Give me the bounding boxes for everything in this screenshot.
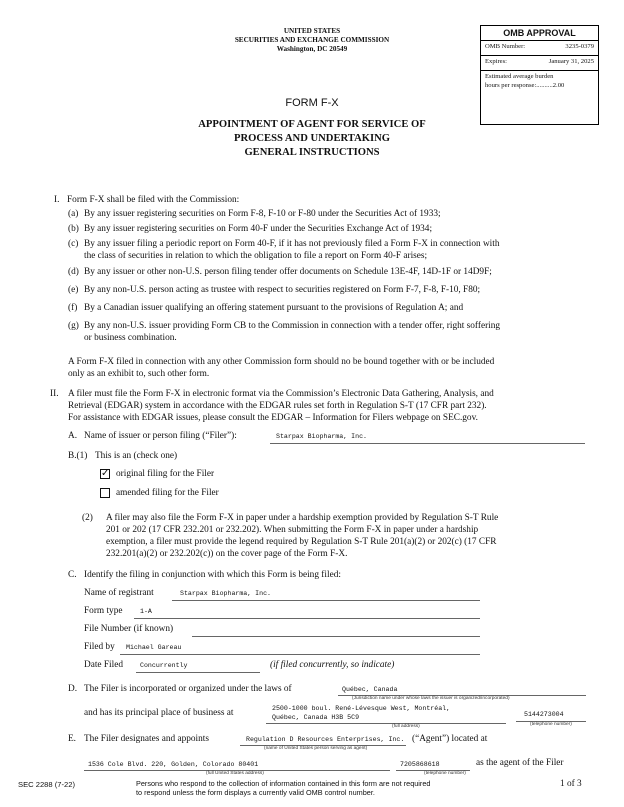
filer-name-field[interactable]: Starpax Biopharma, Inc. (276, 433, 368, 440)
item-a-text: By any issuer registering securities on Form F-8, F-10 or F-80 under the Securities Act of 1933; (84, 209, 441, 219)
file-number-label: File Number (if known) (84, 624, 174, 634)
item-B1-label: B.(1) (68, 451, 88, 461)
omb-expires-label: Expires: (485, 58, 507, 65)
file-number-underline (192, 636, 480, 637)
item-c-label: (c) (68, 239, 79, 249)
place-of-business-text: and has its principal place of business at (84, 708, 234, 718)
amended-filing-label: amended filing for the Filer (116, 488, 219, 498)
item-f-label: (f) (68, 303, 78, 313)
jurisdiction-field[interactable]: Québec, Canada (342, 686, 398, 693)
date-filed-underline (136, 672, 260, 673)
agency-name: UNITED STATES (283, 27, 341, 35)
item-c-text: By any issuer filing a periodic report on Form 40-F, if it has not previously filed a Form F-X in connection with (84, 239, 500, 249)
filed-by-underline (120, 654, 480, 655)
filed-by-field[interactable]: Michael Gareau (126, 644, 182, 651)
amended-filing-checkbox[interactable] (100, 488, 110, 498)
business-address-field[interactable]: 2500-1000 boul. René-Lévesque West, Montréal, (272, 705, 451, 712)
agent-phone-field[interactable]: 7205868618 (400, 761, 440, 768)
omb-title: OMB APPROVAL (481, 26, 598, 41)
section-1-marker: I. (54, 195, 60, 205)
item-d-text: By any issuer or other non-U.S. person filing tender offer documents on Schedule 13E-4F, 14D-1F or 14D9F; (84, 267, 492, 277)
business-address-caption: (full address) (392, 724, 420, 729)
filer-name-underline (270, 443, 585, 444)
agency-name-line2: SECURITIES AND EXCHANGE COMMISSION (234, 36, 390, 44)
section-2-text-line2: Retrieval (EDGAR) system in accordance with the EDGAR rules set forth in Regulation S-T (17 CFR part 232). (68, 401, 487, 411)
item-b-label: (b) (68, 224, 79, 234)
section-2-text: A filer must file the Form F-X in electronic format via the Commission’s Electronic Data Gathering, Analysis, and (68, 389, 494, 399)
form-type-underline (134, 618, 480, 619)
business-phone-field[interactable]: 5144273004 (524, 711, 564, 718)
item-e-text: By any non-U.S. person acting as trustee with respect to securities registered on Form F-7, F-8, F-10, F80; (84, 285, 481, 295)
page-number: 1 of 3 (560, 779, 582, 789)
omb-burden (481, 71, 598, 92)
omb-expires-row (481, 56, 598, 71)
section-1-intro: Form F-X shall be filed with the Commission: (67, 195, 240, 205)
form-name: FORM F-X (285, 97, 339, 109)
omb-number-value: 3235-0379 (565, 43, 594, 50)
item-g-label: (g) (68, 321, 79, 331)
registrant-underline (172, 600, 480, 601)
date-filed-note: (if filed concurrently, so indicate) (270, 660, 395, 670)
item-c-text-line2: the class of securities in relation to which the obligation to file a report on Form 40-F arises; (84, 251, 428, 261)
section-1-note-line2: only as an exhibit to, such other form. (68, 369, 210, 379)
item-b-text: By any issuer registering securities on Form 40-F under the Securities Exchange Act of 1934; (84, 224, 433, 234)
omb-approval-box (480, 25, 599, 125)
business-phone-caption: (telephone number) (530, 722, 572, 727)
agent-located-text: (“Agent”) located at (412, 734, 488, 744)
section-2-text-line3: For assistance with EDGAR issues, please consult the EDGAR – Information for Filers webpage on SEC.gov. (68, 413, 478, 423)
agency-address: Washington, DC 20549 (276, 45, 348, 53)
registrant-field[interactable]: Starpax Biopharma, Inc. (180, 590, 272, 597)
omb-burden-line1: Estimated average burden (485, 73, 554, 80)
section-1-note: A Form F-X filed in connection with any other Commission form should no be bound together with or be included (68, 357, 495, 367)
item-g-text: By any non-U.S. issuer providing Form CB to the Commission in connection with a tender offer, right soffering (84, 321, 501, 331)
agent-name-field[interactable]: Regulation D Resources Enterprises, Inc. (246, 736, 405, 743)
item-C-label: C. (68, 570, 77, 580)
date-filed-field[interactable]: Concurrently (140, 662, 188, 669)
hardship-text: A filer may also file the Form F-X in paper under a hardship exemption provided by Regulation S-T Rule (106, 513, 499, 523)
hardship-text-line3: exemption, a filer must provide the legend required by Regulation S-T Rule 201(a)(2) or 202(c) (17 CFR (106, 537, 497, 547)
registrant-label: Name of registrant (84, 588, 154, 598)
original-filing-label: original filing for the Filer (116, 469, 215, 479)
item-e-label: (e) (68, 285, 79, 295)
item-D-label: D. (68, 684, 78, 694)
hardship-text-line2: 201 or 202 (17 CFR 232.201 or 232.202). When submitting the Form F-X in paper under a hardship (106, 525, 479, 535)
form-type-label: Form type (84, 606, 123, 616)
filed-by-label: Filed by (84, 642, 115, 652)
agent-address-field[interactable]: 1536 Cole Blvd. 220, Golden, Colorado 80401 (88, 761, 259, 768)
omb-number-row (481, 41, 598, 56)
form-code: SEC 2288 (7-22) (18, 780, 75, 789)
business-address-field-line2[interactable]: Québec, Canada H3B 5C9 (272, 714, 360, 721)
item-g-text-line2: or business combination. (84, 333, 177, 343)
business-address-underline (266, 723, 506, 724)
agent-of-filer-text: as the agent of the Filer (476, 758, 564, 768)
omb-notice-line2: to respond unless the form displays a currently valid OMB control number. (136, 788, 375, 797)
omb-notice: Persons who respond to the collection of information contained in this form are not required (136, 779, 431, 788)
page-title-line1: APPOINTMENT OF AGENT FOR SERVICE OF (198, 119, 426, 130)
incorporation-text: The Filer is incorporated or organized under the laws of (84, 684, 292, 694)
filer-name-label: Name of issuer or person filing (“Filer”): (84, 431, 237, 441)
omb-burden-line2: hours per response:..........2.00 (485, 81, 565, 89)
agent-address-caption: (full United States address) (206, 771, 264, 776)
hardship-text-line4: 232.201(a)(2) or 232.202(c)) on the cover page of the Form F-X. (106, 549, 348, 559)
item-A-label: A. (68, 431, 78, 441)
omb-expires-value: January 31, 2025 (548, 58, 594, 65)
form-type-field[interactable]: 1-A (140, 608, 152, 615)
item-E-label: E. (68, 734, 77, 744)
item-d-label: (d) (68, 267, 79, 277)
agent-name-caption: (name of United States person serving as agent) (264, 746, 368, 751)
item-f-text: By a Canadian issuer qualifying an offering statement pursuant to the provisions of Regulation A; and (84, 303, 464, 313)
jurisdiction-caption: (Jurisdiction name under whose laws the issuer is organized/incorporated) (352, 696, 510, 701)
agent-phone-caption: (telephone number) (424, 771, 466, 776)
agent-appointment-text: The Filer designates and appoints (84, 734, 209, 744)
item-a-label: (a) (68, 209, 79, 219)
page-title-line2: PROCESS AND UNDERTAKING (233, 133, 390, 144)
original-filing-checkbox[interactable]: ✓ (101, 468, 110, 479)
item-B2-label: (2) (82, 513, 93, 523)
item-C-text: Identify the filing in conjunction with which this Form is being filed: (84, 570, 341, 580)
date-filed-label: Date Filed (84, 660, 123, 670)
page-title-line3: GENERAL INSTRUCTIONS (244, 147, 380, 158)
section-2-marker: II. (50, 389, 59, 399)
omb-number-label: OMB Number: (485, 43, 526, 50)
filing-type-prompt: This is an (check one) (95, 451, 178, 461)
